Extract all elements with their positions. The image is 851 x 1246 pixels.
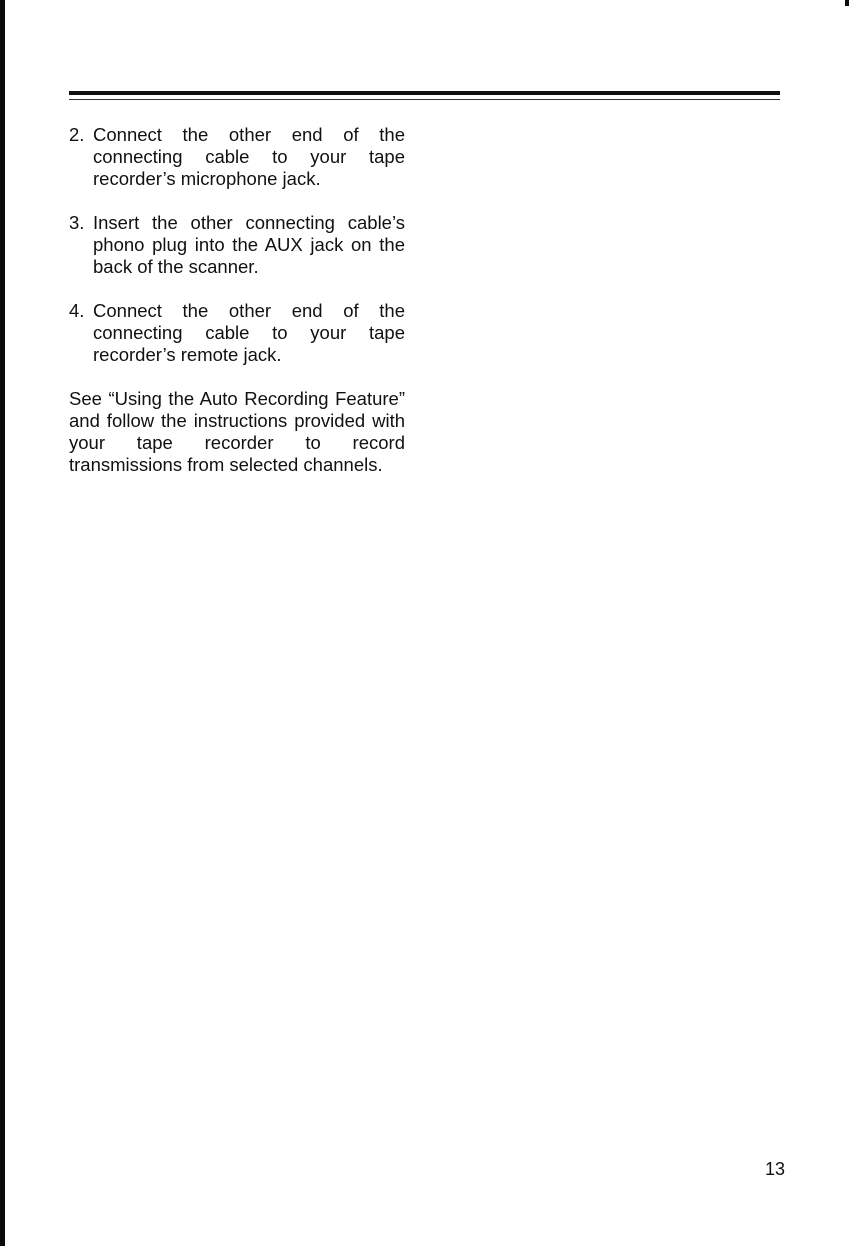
step-number: 3. bbox=[69, 212, 85, 233]
header-rule bbox=[69, 91, 780, 95]
step-number: 4. bbox=[69, 300, 85, 321]
step-item bbox=[69, 212, 405, 278]
scan-border bbox=[0, 0, 5, 1246]
body-paragraph: See “Using the Auto Recording Feature” and follow the instructions provided with your tape recorder to record transmissions from selected channels. bbox=[69, 388, 405, 475]
step-item bbox=[69, 124, 405, 190]
step-item bbox=[69, 300, 405, 366]
main-text-column bbox=[69, 124, 405, 476]
header-rule-thin bbox=[69, 99, 780, 100]
step-text: Connect the other end of the connecting cable to your tape recorder’s microphone jack. bbox=[93, 124, 405, 189]
step-number: 2. bbox=[69, 124, 85, 145]
scan-mark bbox=[845, 0, 849, 6]
step-text: Insert the other connecting cable’s phono plug into the AUX jack on the back of the scanner. bbox=[93, 212, 405, 277]
page-number: 13 bbox=[764, 1159, 785, 1179]
step-text: Connect the other end of the connecting cable to your tape recorder’s remote jack. bbox=[93, 300, 405, 365]
